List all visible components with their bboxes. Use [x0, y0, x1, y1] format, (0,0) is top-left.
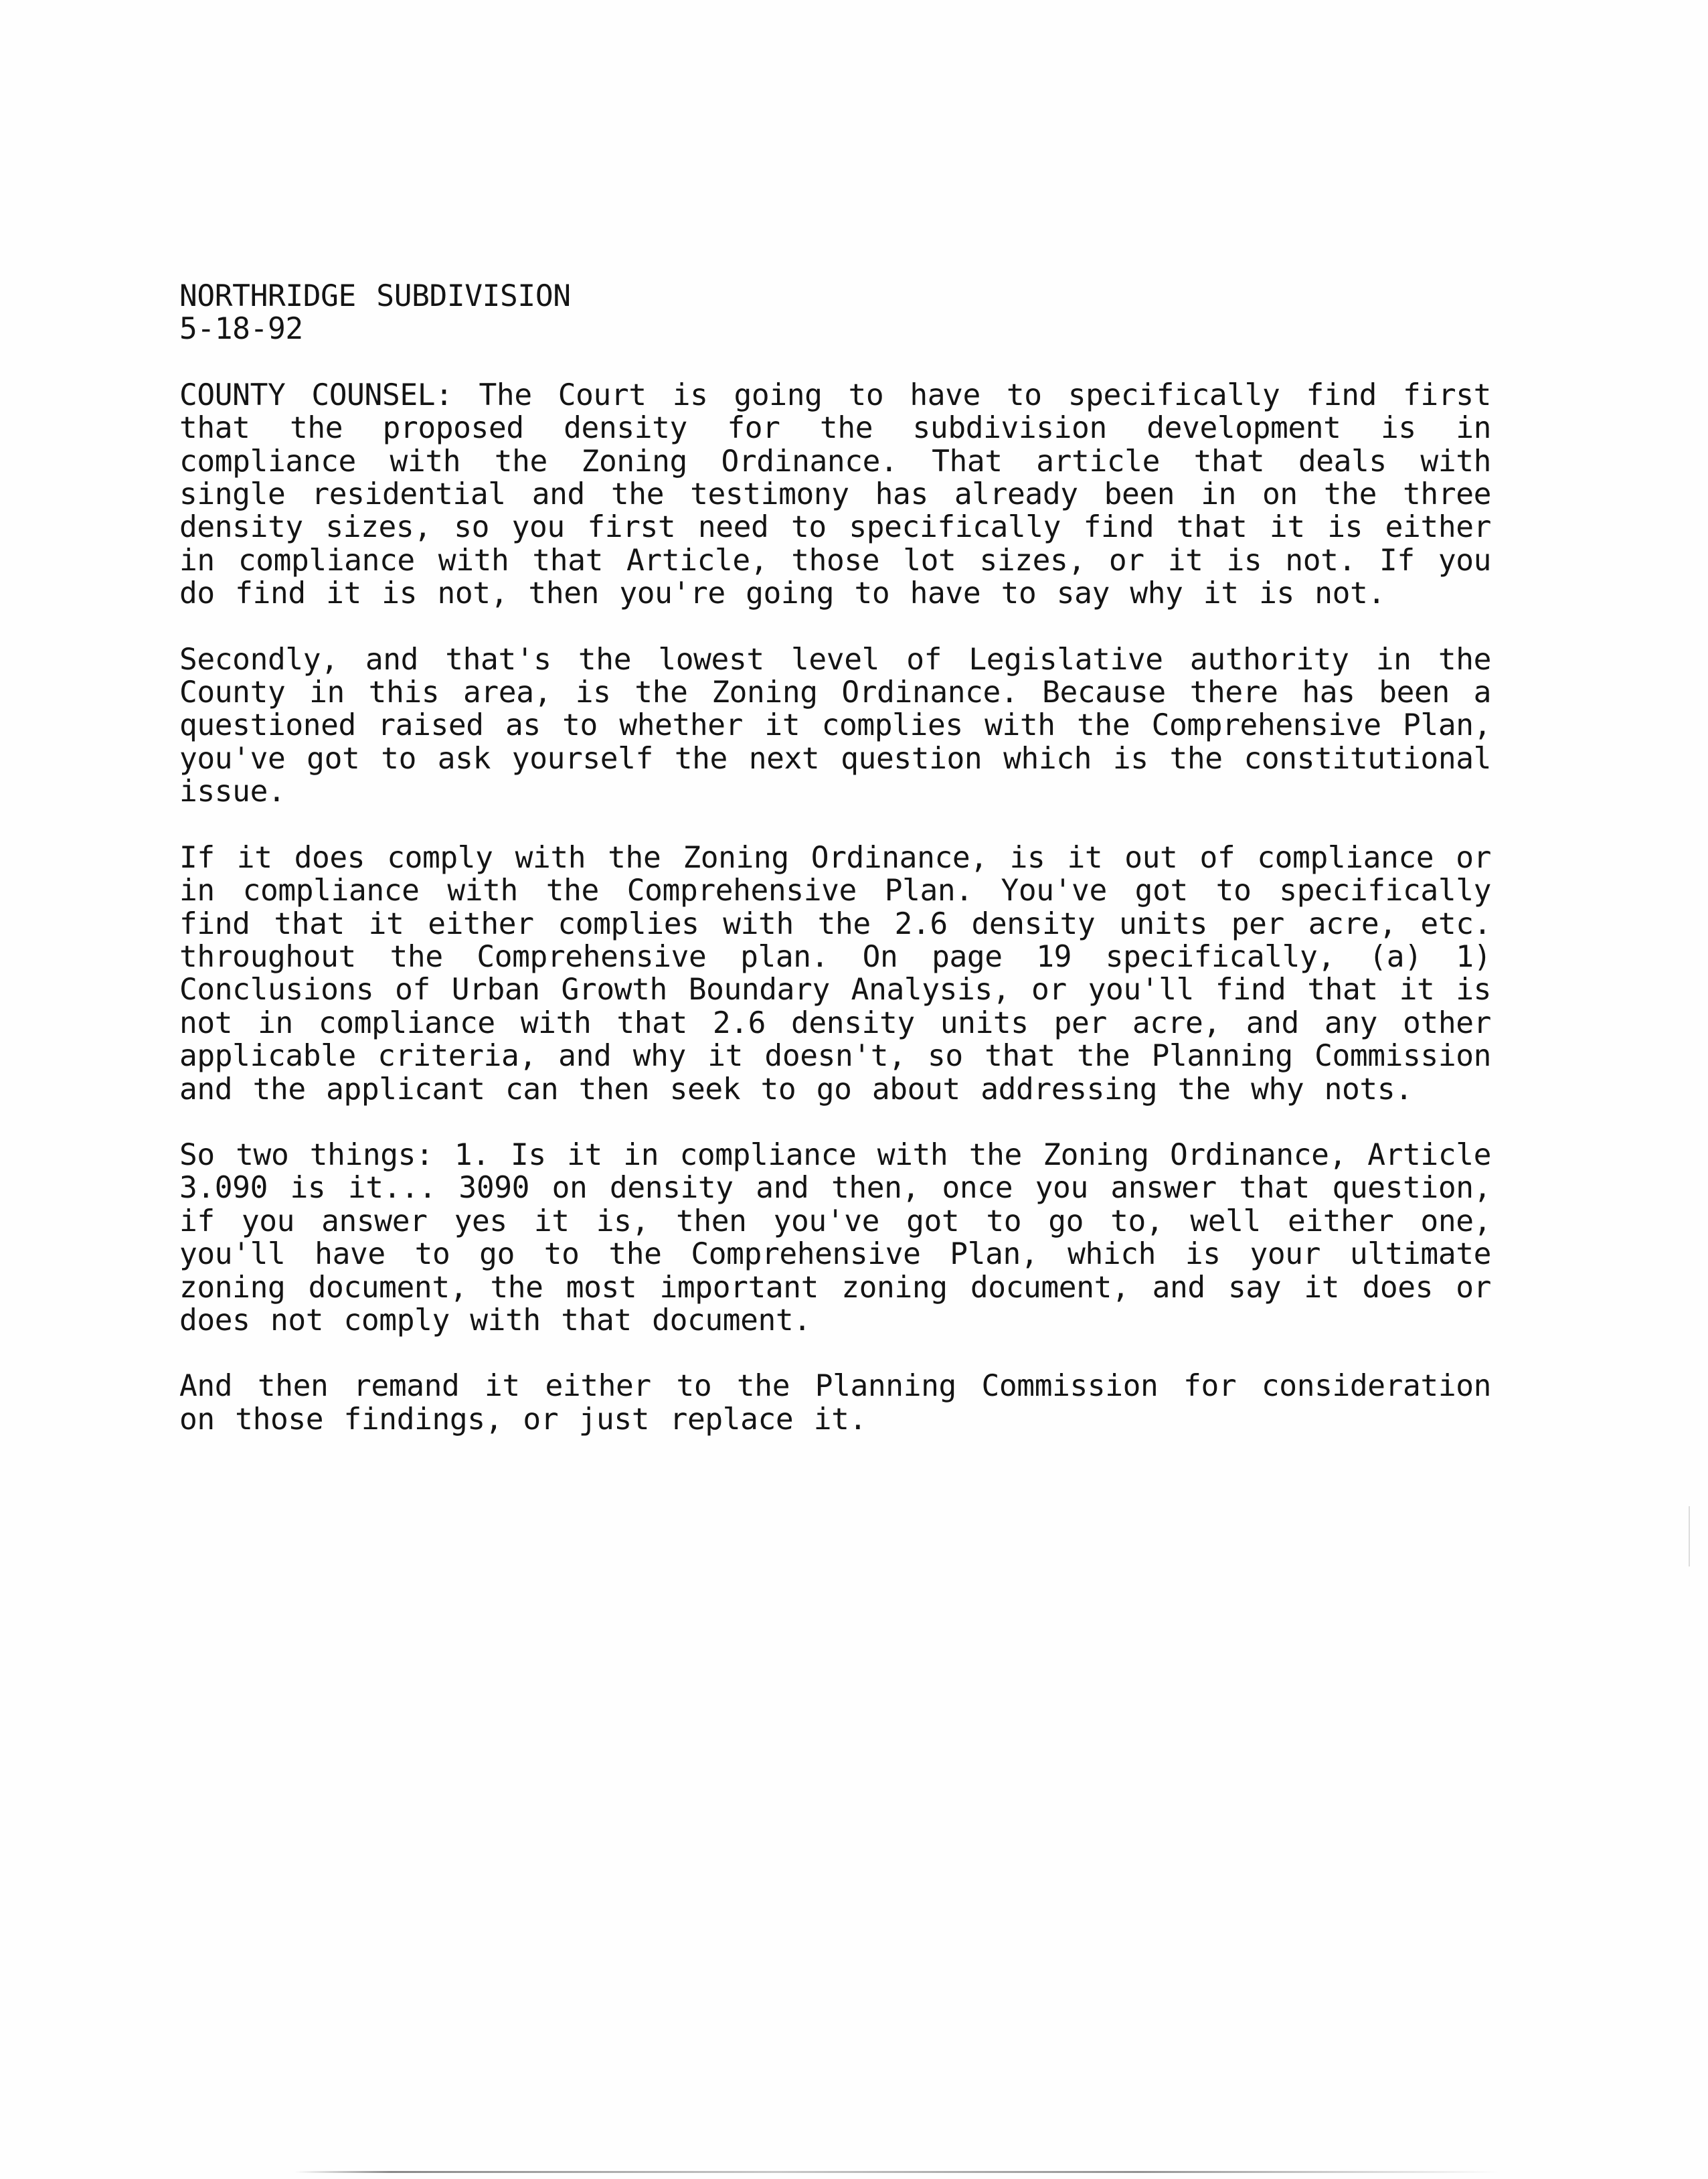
scan-mark: [1689, 1506, 1690, 1566]
paragraph-remand: And then remand it either to the Planning Commission for consideration on those findings, or just replace it.: [179, 1369, 1491, 1437]
paragraph-comprehensive-plan: If it does comply with the Zoning Ordinance, is it out of compliance or in compliance with the Comprehensive Plan. You've got to specifically find that it either complies with the 2.6 density units per acre, etc. throughout the Comprehensive plan. On page 19 specifically, (a) 1) Conclusions of Urban Growth Boundary Analysis, or you'll find that it is not in compliance with that 2.6 density units per acre, and any other applicable criteria, and why it doesn't, so that the Planning Commission and the applicant can then seek to go about addressing the why nots.: [179, 840, 1491, 1107]
paragraph-county-counsel: COUNTY COUNSEL: The Court is going to have to specifically find first that the proposed density for the subdivision development is in compliance with the Zoning Ordinance. That article that deals with single residential and the testimony has already been in on the three density sizes, so you first need to specifically find that it is either in compliance with that Article, those lot sizes, or it is not. If you do find it is not, then you're going to have to say why it is not.: [179, 378, 1491, 611]
document-title: NORTHRIDGE SUBDIVISION: [179, 279, 571, 313]
paragraph-secondly: Secondly, and that's the lowest level of Legislative authority in the County in this area, is the Zoning Ordinance. Because there has been a questioned raised as to whether it complies with the Comprehensive Plan, you've got to ask yourself the next question which is the constitutional issue.: [179, 642, 1491, 809]
paragraph-two-things: So two things: 1. Is it in compliance with the Zoning Ordinance, Article 3.090 is it... 3090 on density and then, once you answer that question, if you answer yes it is, then you've got to go to, well either one, you'll have to go to the Comprehensive Plan, which is your ultimate zoning document, the most important zoning document, and say it does or does not comply with that document.: [179, 1137, 1491, 1338]
document-body: [179, 280, 1491, 1436]
document-date: 5-18-92: [179, 312, 303, 347]
scan-edge-line: [294, 2171, 1499, 2173]
